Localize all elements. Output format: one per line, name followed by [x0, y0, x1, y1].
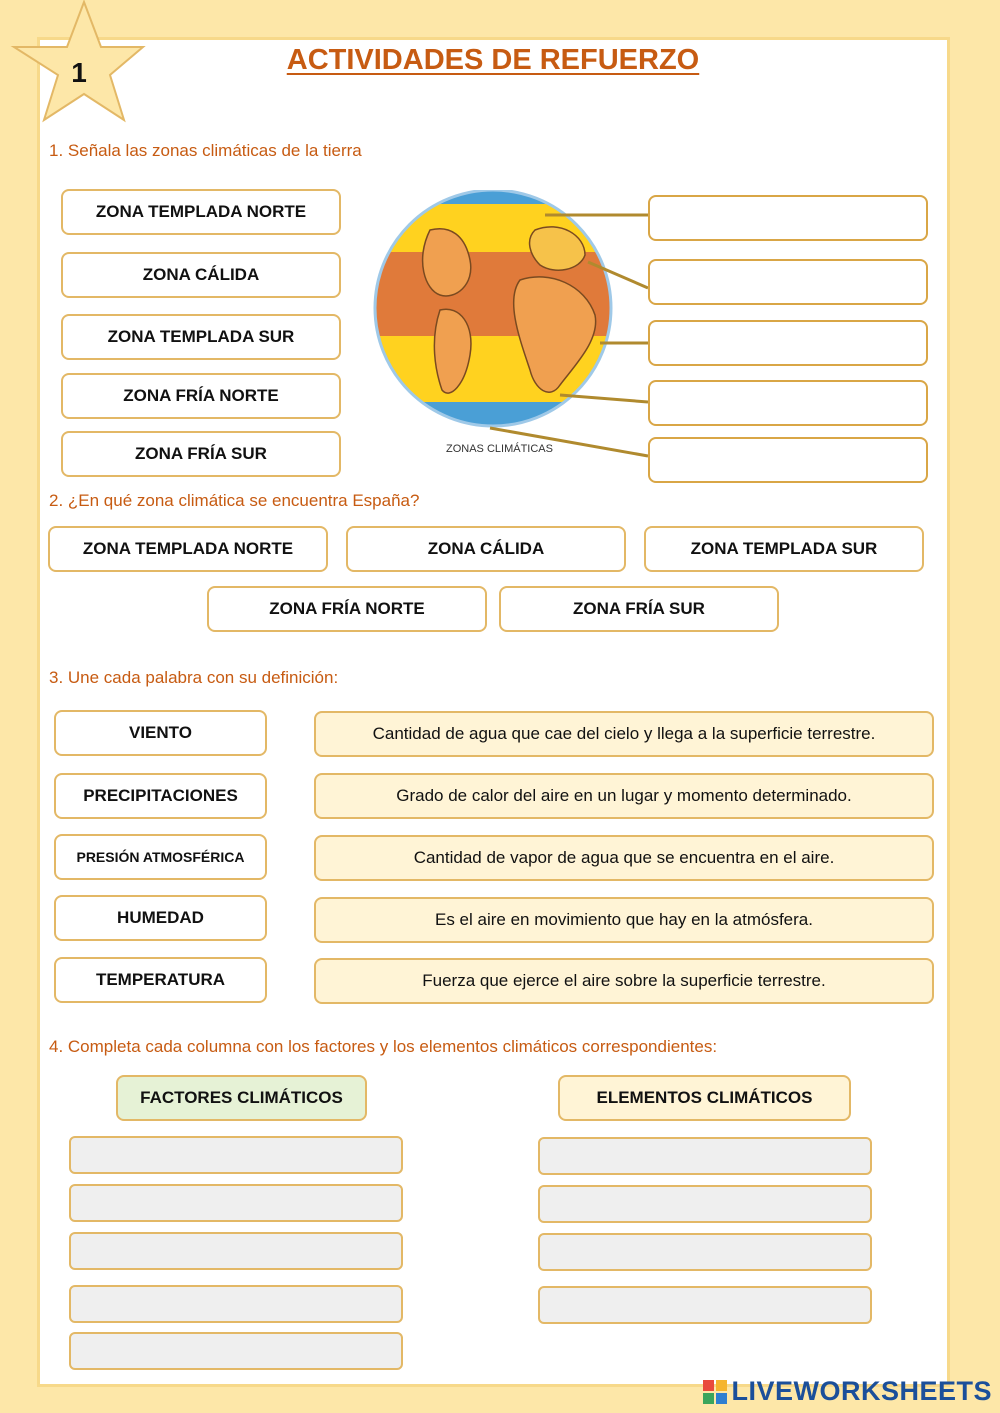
q1-answer-slot-1[interactable]: [648, 195, 928, 241]
question-4-prompt: 4. Completa cada columna con los factores y los elementos climáticos correspondientes:: [49, 1037, 718, 1056]
q3-word-precipitaciones[interactable]: PRECIPITACIONES: [54, 773, 267, 819]
question-2-prompt: 2. ¿En qué zona climática se encuentra España?: [49, 491, 420, 510]
q1-answer-slot-3[interactable]: [648, 320, 928, 366]
q3-definition-1[interactable]: Cantidad de agua que cae del cielo y llega a la superficie terrestre.: [314, 711, 934, 757]
question-3-prompt: 3. Une cada palabra con su definición:: [49, 668, 339, 687]
q1-option-fria-norte[interactable]: ZONA FRÍA NORTE: [61, 373, 341, 419]
brand-name: LIVEWORKSHEETS: [731, 1376, 992, 1406]
q2-option-calida[interactable]: ZONA CÁLIDA: [346, 526, 626, 572]
page-title: ACTIVIDADES DE REFUERZO: [286, 44, 700, 76]
elementos-blank-2[interactable]: [538, 1185, 872, 1223]
factores-blank-1[interactable]: [69, 1136, 403, 1174]
q1-answer-slot-4[interactable]: [648, 380, 928, 426]
q3-word-temperatura[interactable]: TEMPERATURA: [54, 957, 267, 1003]
q2-option-templada-norte[interactable]: ZONA TEMPLADA NORTE: [48, 526, 328, 572]
q3-definition-4[interactable]: Es el aire en movimiento que hay en la atmósfera.: [314, 897, 934, 943]
q1-answer-slot-5[interactable]: [648, 437, 928, 483]
factores-blank-4[interactable]: [69, 1285, 403, 1323]
q3-definition-5[interactable]: Fuerza que ejerce el aire sobre la superficie terrestre.: [314, 958, 934, 1004]
factores-blank-3[interactable]: [69, 1232, 403, 1270]
factores-blank-2[interactable]: [69, 1184, 403, 1222]
q1-option-templada-norte[interactable]: ZONA TEMPLADA NORTE: [61, 189, 341, 235]
factores-climaticos-header: FACTORES CLIMÁTICOS: [116, 1075, 367, 1121]
q1-option-fria-sur[interactable]: ZONA FRÍA SUR: [61, 431, 341, 477]
q3-word-presion[interactable]: PRESIÓN ATMOSFÉRICA: [54, 834, 267, 880]
q3-word-humedad[interactable]: HUMEDAD: [54, 895, 267, 941]
activity-number: 1: [71, 57, 87, 88]
elementos-climaticos-header: ELEMENTOS CLIMÁTICOS: [558, 1075, 851, 1121]
elementos-blank-3[interactable]: [538, 1233, 872, 1271]
q2-option-templada-sur[interactable]: ZONA TEMPLADA SUR: [644, 526, 924, 572]
q2-option-fria-norte[interactable]: ZONA FRÍA NORTE: [207, 586, 487, 632]
climate-zones-globe: [370, 190, 660, 460]
liveworksheets-logo-icon: [703, 1380, 727, 1404]
q3-definition-3[interactable]: Cantidad de vapor de agua que se encuentra en el aire.: [314, 835, 934, 881]
q1-option-templada-sur[interactable]: ZONA TEMPLADA SUR: [61, 314, 341, 360]
elementos-blank-1[interactable]: [538, 1137, 872, 1175]
q1-option-calida[interactable]: ZONA CÁLIDA: [61, 252, 341, 298]
q3-word-viento[interactable]: VIENTO: [54, 710, 267, 756]
q1-answer-slot-2[interactable]: [648, 259, 928, 305]
q3-definition-2[interactable]: Grado de calor del aire en un lugar y momento determinado.: [314, 773, 934, 819]
elementos-blank-4[interactable]: [538, 1286, 872, 1324]
factores-blank-5[interactable]: [69, 1332, 403, 1370]
q2-option-fria-sur[interactable]: ZONA FRÍA SUR: [499, 586, 779, 632]
globe-caption: ZONAS CLIMÁTICAS: [446, 443, 553, 455]
question-1-prompt: 1. Señala las zonas climáticas de la tierra: [49, 141, 362, 160]
liveworksheets-brand: [703, 1376, 992, 1407]
